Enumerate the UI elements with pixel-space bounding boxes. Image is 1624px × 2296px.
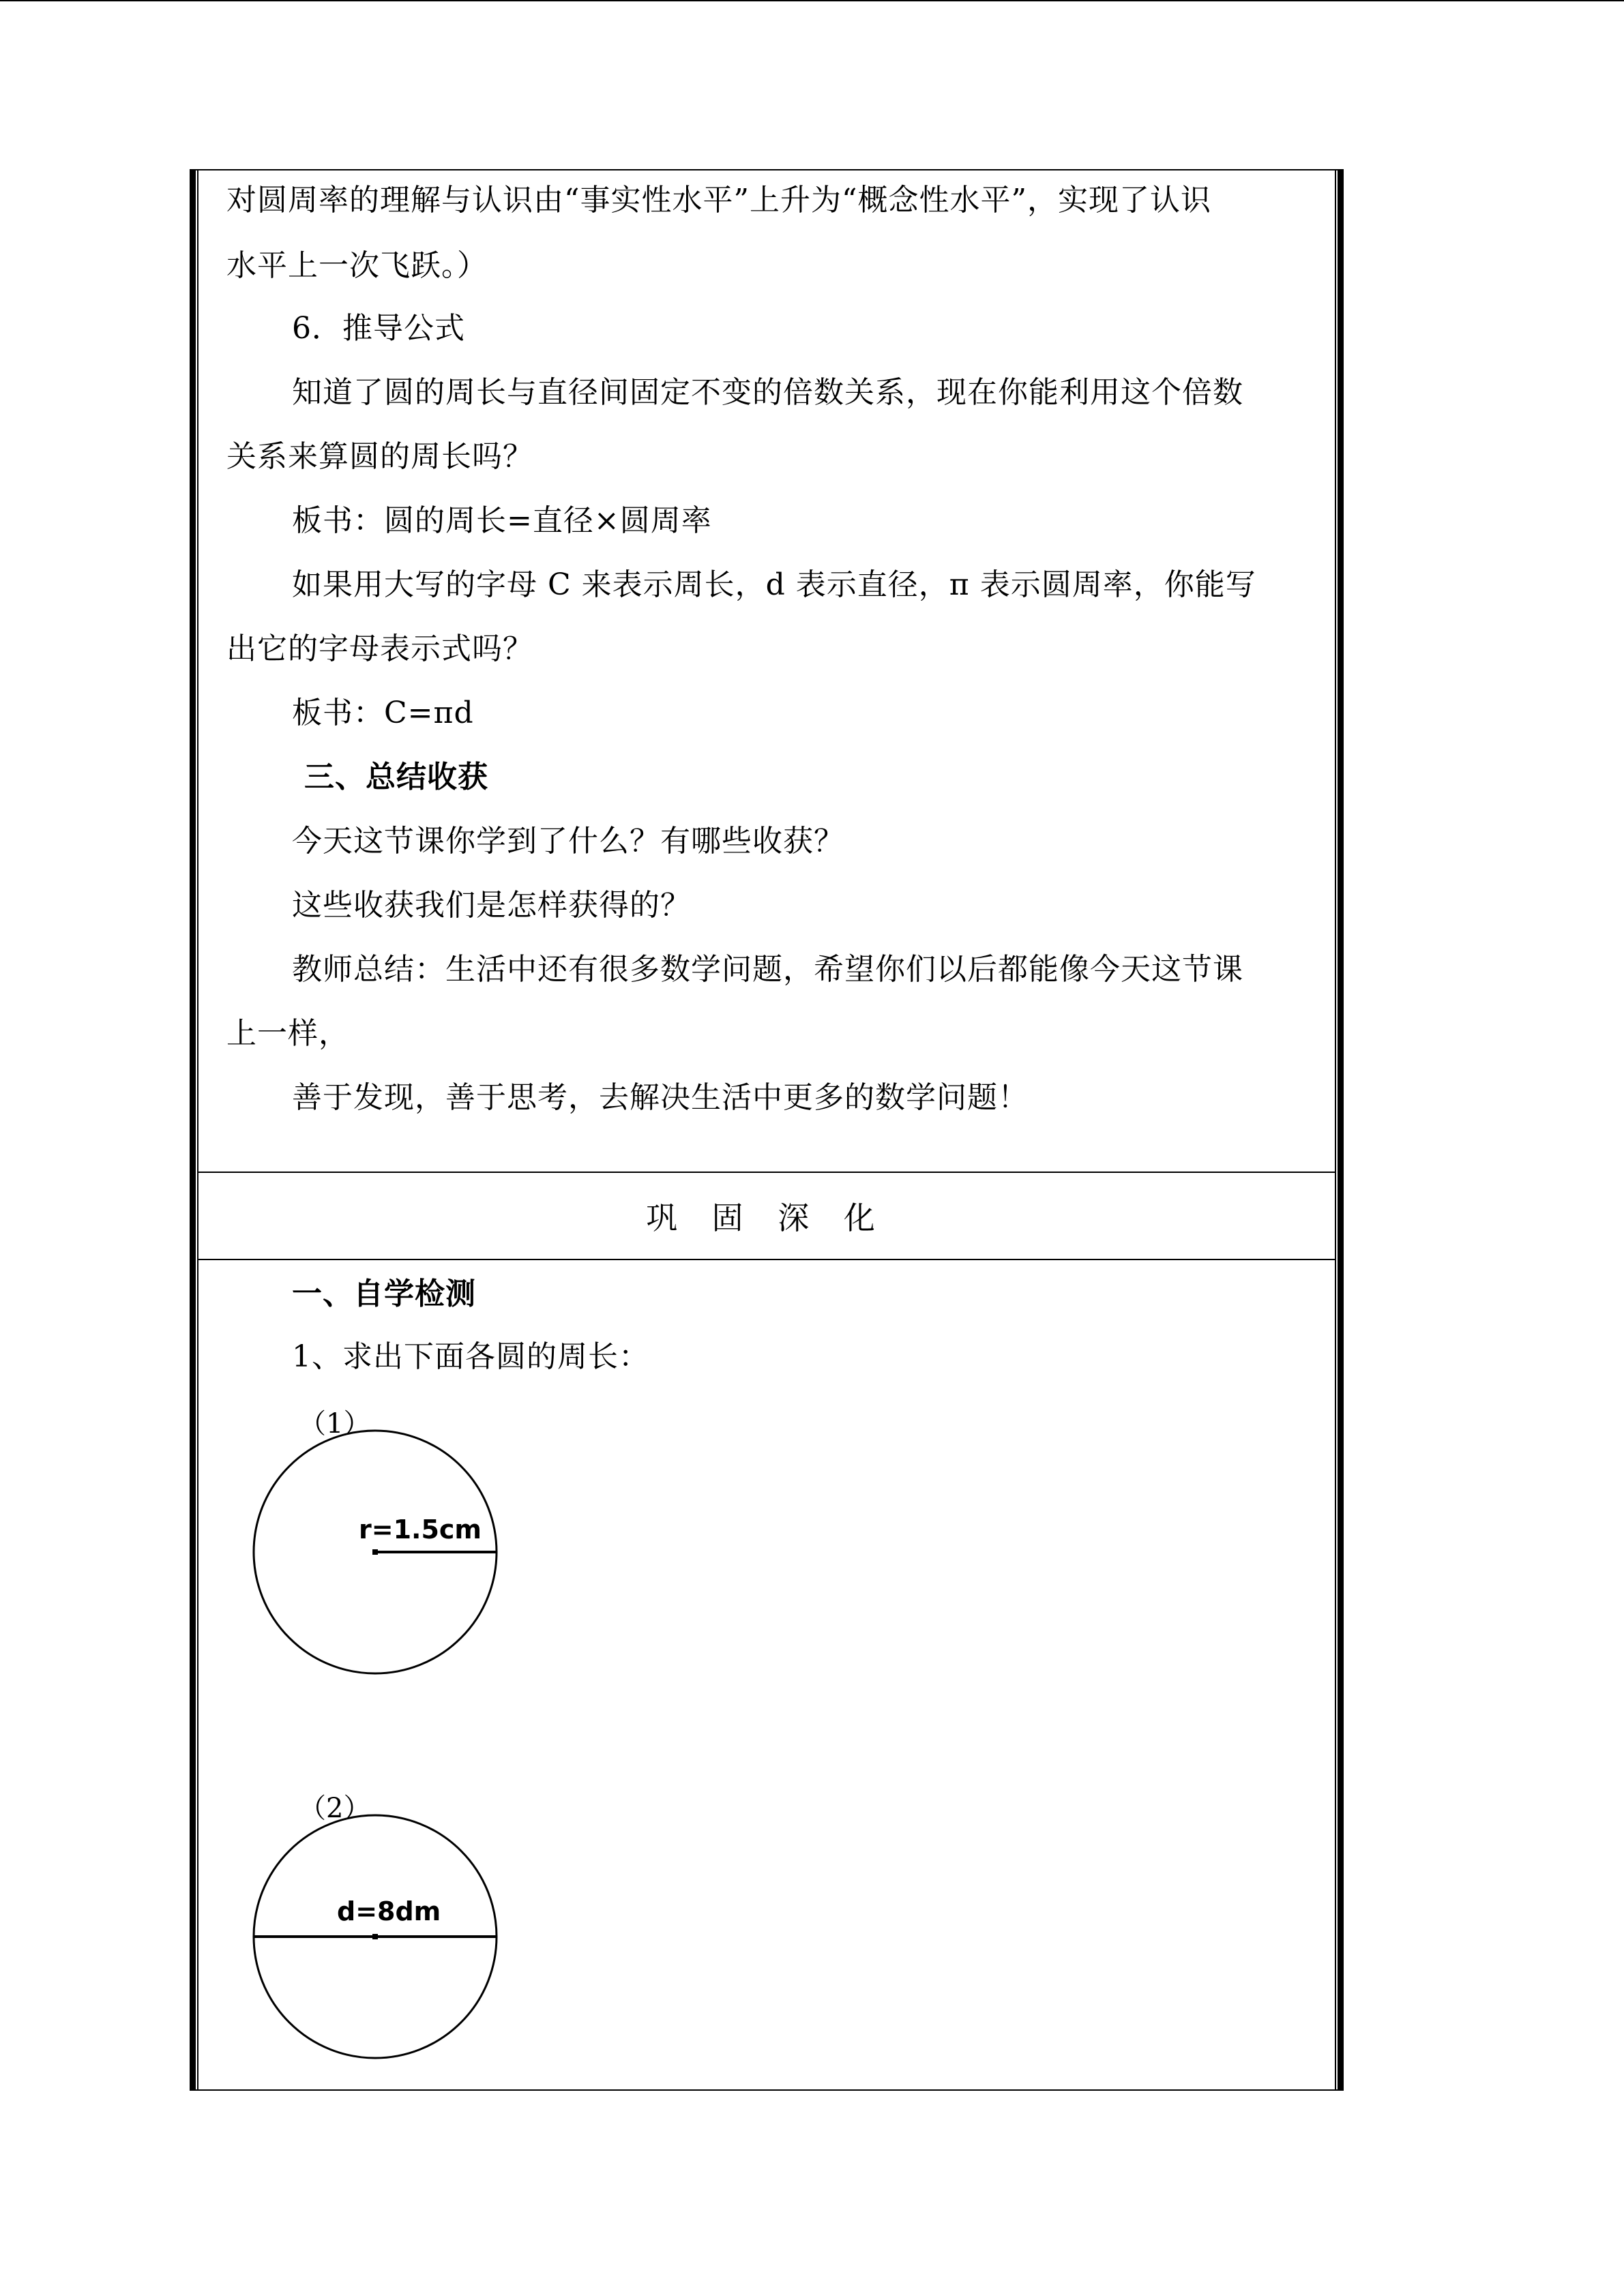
figure-label: （2） (299, 1793, 371, 1824)
table-divider (198, 1259, 1335, 1260)
paragraph-line: 对圆周率的理解与认识由“事实性水平”上升为“概念性水平”，实现了认识 (226, 183, 1211, 218)
paragraph-line: 教师总结：生活中还有很多数学问题，希望你们以后都能像今天这节课 (292, 952, 1243, 987)
section-heading: 巩 固 深 化 (646, 1199, 887, 1236)
paragraph-line: 出它的字母表示式吗？ (226, 631, 533, 666)
exercise-heading: 一、自学检测 (292, 1277, 476, 1311)
paragraph-line: 这些收获我们是怎样获得的？ (292, 888, 691, 923)
diameter-measure: d=8dm (337, 1896, 441, 1926)
paragraph-line: 善于发现，善于思考，去解决生活中更多的数学问题！ (292, 1080, 1029, 1115)
circle-radius-figure (246, 1422, 505, 1682)
center-point (372, 1549, 378, 1555)
paragraph-line: 上一样， (226, 1016, 349, 1051)
formula-note: 板书：C=πd (292, 696, 474, 730)
paragraph-line: 关系来算圆的周长吗？ (226, 439, 533, 474)
exercise-question: 1、求出下面各圆的周长： (292, 1339, 649, 1374)
paragraph-line: 水平上一次飞跃。） (226, 248, 488, 283)
paragraph-line: 今天这节课你学到了什么？有哪些收获？ (292, 824, 844, 859)
figure-label: （1） (299, 1408, 371, 1440)
paragraph-line: 如果用大写的字母 C 来表示周长，d 表示直径，π 表示圆周率，你能写 (292, 567, 1256, 602)
section-subheading: 三、总结收获 (304, 760, 488, 794)
step-heading: 6．推导公式 (292, 311, 465, 346)
circle-diameter-figure (246, 1807, 505, 2066)
page-top-border (0, 0, 1624, 1)
radius-measure: r=1.5cm (359, 1515, 482, 1545)
center-point (372, 1934, 378, 1939)
board-note: 板书：圆的周长=直径×圆周率 (292, 503, 712, 538)
paragraph-line: 知道了圆的周长与直径间固定不变的倍数关系，现在你能利用这个倍数 (292, 375, 1243, 410)
